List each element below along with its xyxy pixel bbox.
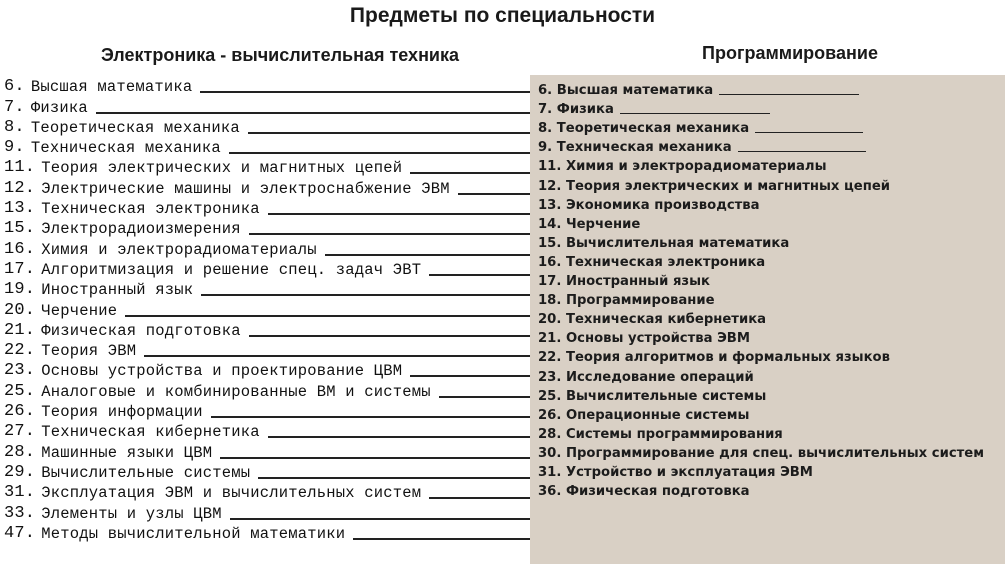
left-item-number: 20. xyxy=(4,300,36,320)
right-item-text: 18. Программирование xyxy=(538,293,715,309)
left-list-item xyxy=(4,380,532,400)
right-item-text: 8. Теоретическая механика xyxy=(538,121,750,137)
left-item-number: 26. xyxy=(4,402,36,422)
left-list-item xyxy=(4,482,532,502)
right-list-item xyxy=(538,213,1003,232)
left-item-number: 11. xyxy=(4,158,36,178)
left-list-item xyxy=(4,320,532,340)
right-list-item xyxy=(538,251,1003,270)
left-subject-list xyxy=(4,76,532,543)
left-item-number: 28. xyxy=(4,442,36,462)
left-item-text: Теоретическая механика xyxy=(30,118,240,137)
left-item-text: Теория электрических и магнитных цепей xyxy=(41,159,403,178)
left-item-number: 27. xyxy=(4,422,36,442)
left-item-text: Техническая механика xyxy=(30,139,221,158)
right-list-item xyxy=(538,155,1003,174)
right-item-text: 15. Вычислительная математика xyxy=(538,235,790,251)
fill-in-line xyxy=(229,152,532,154)
right-item-text: 30. Программирование для спец. вычислительных систем xyxy=(538,445,985,461)
left-item-text: Основы устройства и проектирование ЦВМ xyxy=(41,362,403,381)
right-list-item xyxy=(538,442,1003,461)
fill-in-line xyxy=(410,375,532,377)
fill-in-line xyxy=(249,335,532,337)
left-item-number: 29. xyxy=(4,462,36,482)
fill-in-line xyxy=(429,497,532,499)
left-item-number: 22. xyxy=(4,341,36,361)
left-item-number: 47. xyxy=(4,523,36,543)
left-item-text: Физика xyxy=(30,98,88,117)
left-item-text: Техническая электроника xyxy=(41,200,260,219)
left-list-item xyxy=(4,360,532,380)
left-list-item xyxy=(4,340,532,360)
fill-in-line xyxy=(258,477,532,479)
fill-in-line xyxy=(230,518,532,520)
right-list-item xyxy=(538,308,1003,327)
right-list-item xyxy=(538,136,1003,155)
right-list-item xyxy=(538,79,1003,98)
fill-in-line xyxy=(96,112,532,114)
left-list-item xyxy=(4,279,532,299)
right-item-text: 25. Вычислительные системы xyxy=(538,388,767,404)
fill-in-line xyxy=(125,315,532,317)
right-list-item xyxy=(538,423,1003,442)
left-item-number: 25. xyxy=(4,381,36,401)
left-list-item xyxy=(4,96,532,116)
right-item-text: 21. Основы устройства ЭВМ xyxy=(538,331,750,347)
right-item-text: 16. Техническая электроника xyxy=(538,254,766,270)
left-list-item xyxy=(4,238,532,258)
right-subject-list xyxy=(538,79,1003,499)
right-list-item xyxy=(538,480,1003,499)
right-item-text: 7. Физика xyxy=(538,102,614,118)
fill-in-line xyxy=(410,172,532,174)
left-list-item xyxy=(4,502,532,522)
fill-in-line xyxy=(439,396,532,398)
right-item-text: 17. Иностранный язык xyxy=(538,274,710,290)
right-list-item xyxy=(538,174,1003,193)
fill-in-line xyxy=(211,416,532,418)
left-item-text: Химия и электрорадиоматериалы xyxy=(41,240,317,259)
left-list-item xyxy=(4,299,532,319)
right-list-item xyxy=(538,385,1003,404)
left-item-number: 7. xyxy=(4,97,25,117)
left-list-item xyxy=(4,462,532,482)
left-item-number: 19. xyxy=(4,280,36,300)
fill-in-line xyxy=(738,151,866,152)
left-item-text: Элементы и узлы ЦВМ xyxy=(41,504,222,523)
left-list-item xyxy=(4,259,532,279)
left-item-text: Электрорадиоизмерения xyxy=(41,220,241,239)
right-scanned-panel xyxy=(530,75,1005,564)
left-item-text: Алгоритмизация и решение спец. задач ЭВТ xyxy=(41,260,422,279)
left-list-item xyxy=(4,421,532,441)
left-item-number: 13. xyxy=(4,199,36,219)
left-list-item xyxy=(4,523,532,543)
right-list-item xyxy=(538,232,1003,251)
fill-in-line xyxy=(249,233,532,235)
left-item-text: Машинные языки ЦВМ xyxy=(41,443,213,462)
left-item-text: Методы вычислительной математики xyxy=(41,524,346,543)
right-list-item xyxy=(538,461,1003,480)
left-list-item xyxy=(4,401,532,421)
left-item-number: 31. xyxy=(4,483,36,503)
left-item-text: Черчение xyxy=(41,301,118,320)
page-title: Предметы по специальности xyxy=(349,4,656,27)
fill-in-line xyxy=(325,254,532,256)
right-item-text: 6. Высшая математика xyxy=(538,83,714,99)
left-item-text: Эксплуатация ЭВМ и вычислительных систем xyxy=(41,484,422,503)
right-column-heading: Программирование xyxy=(702,43,878,63)
right-item-text: 12. Теория электрических и магнитных цепей xyxy=(538,178,891,194)
fill-in-line xyxy=(268,436,532,438)
left-column-heading: Электроника - вычислительная техника xyxy=(100,45,460,65)
left-item-number: 12. xyxy=(4,178,36,198)
fill-in-line xyxy=(248,132,532,134)
left-item-text: Физическая подготовка xyxy=(41,321,241,340)
fill-in-line xyxy=(268,213,532,215)
right-list-item xyxy=(538,346,1003,365)
fill-in-line xyxy=(755,132,863,133)
right-list-item xyxy=(538,117,1003,136)
right-item-text: 11. Химия и электрорадиоматериалы xyxy=(538,159,827,175)
left-item-text: Иностранный язык xyxy=(41,281,194,300)
left-item-text: Техническая кибернетика xyxy=(41,423,260,442)
right-list-item xyxy=(538,98,1003,117)
left-item-text: Электрические машины и электроснабжение ЭВМ xyxy=(41,179,450,198)
left-item-number: 17. xyxy=(4,259,36,279)
right-item-text: 26. Операционные системы xyxy=(538,407,750,423)
left-item-number: 8. xyxy=(4,117,25,137)
left-list-item xyxy=(4,218,532,238)
left-item-number: 23. xyxy=(4,361,36,381)
fill-in-line xyxy=(719,94,859,95)
left-item-number: 33. xyxy=(4,503,36,523)
right-item-text: 23. Исследование операций xyxy=(538,369,754,385)
fill-in-line xyxy=(220,457,532,459)
fill-in-line xyxy=(353,538,532,540)
right-item-text: 13. Экономика производства xyxy=(538,197,760,213)
right-item-text: 9. Техническая механика xyxy=(538,140,732,156)
left-item-number: 21. xyxy=(4,320,36,340)
right-item-text: 28. Системы программирования xyxy=(538,426,783,442)
left-item-number: 15. xyxy=(4,219,36,239)
left-item-text: Высшая математика xyxy=(30,78,193,97)
right-item-text: 22. Теория алгоритмов и формальных языков xyxy=(538,350,890,366)
right-item-text: 36. Физическая подготовка xyxy=(538,484,750,500)
fill-in-line xyxy=(429,274,532,276)
left-list-item xyxy=(4,117,532,137)
right-list-item xyxy=(538,270,1003,289)
right-item-text: 31. Устройство и эксплуатация ЭВМ xyxy=(538,464,813,480)
fill-in-line xyxy=(201,294,532,296)
left-list-item xyxy=(4,157,532,177)
right-list-item xyxy=(538,194,1003,213)
fill-in-line xyxy=(620,113,770,114)
right-item-text: 14. Черчение xyxy=(538,216,641,232)
left-list-item xyxy=(4,137,532,157)
right-list-item xyxy=(538,365,1003,384)
fill-in-line xyxy=(144,355,532,357)
right-item-text: 20. Техническая кибернетика xyxy=(538,312,767,328)
left-item-text: Вычислительные системы xyxy=(41,463,251,482)
left-item-text: Аналоговые и комбинированные ВМ и системы xyxy=(41,382,431,401)
left-item-text: Теория ЭВМ xyxy=(41,342,137,361)
fill-in-line xyxy=(458,193,532,195)
left-item-text: Теория информации xyxy=(41,403,203,422)
right-list-item xyxy=(538,327,1003,346)
left-list-item xyxy=(4,198,532,218)
left-list-item xyxy=(4,177,532,197)
left-item-number: 6. xyxy=(4,77,25,97)
left-list-item xyxy=(4,441,532,461)
left-list-item xyxy=(4,76,532,96)
right-list-item xyxy=(538,404,1003,423)
left-item-number: 16. xyxy=(4,239,36,259)
left-item-number: 9. xyxy=(4,138,25,158)
fill-in-line xyxy=(200,91,532,93)
right-list-item xyxy=(538,289,1003,308)
